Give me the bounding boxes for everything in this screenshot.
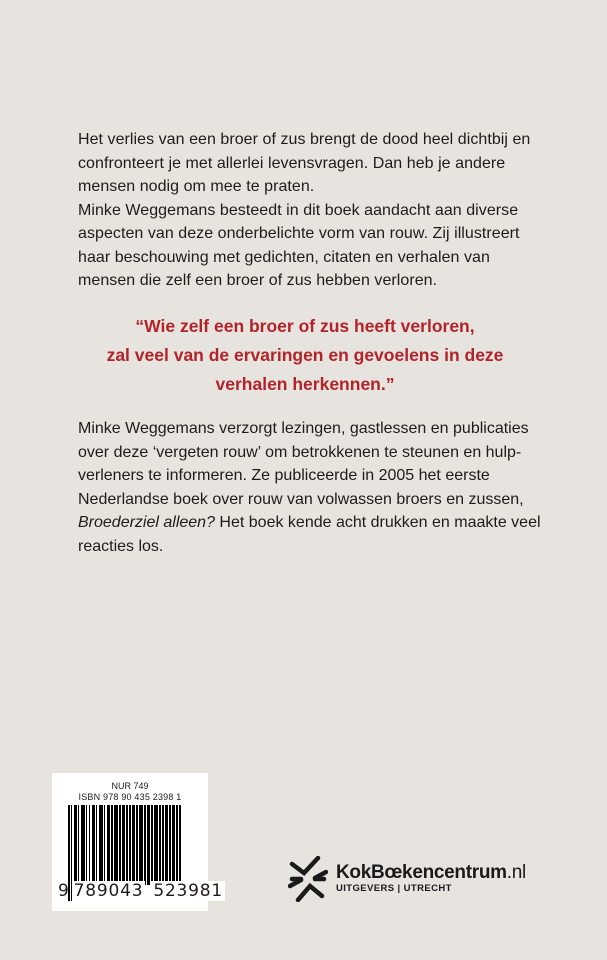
- blurb-paragraph-2: Minke Weggemans besteedt in dit boek aandacht aan diverse aspecten van deze onderbelichte vorm van rouw. Zij illustreert haar beschouwing met gedichten, citaten en verhalen van mensen die zelf een broer of zus hebben verloren.: [78, 201, 520, 289]
- author-bio: [78, 417, 548, 558]
- bio-text: Minke Weggemans verzorgt lezingen, gastlessen en publicaties over deze ‘vergeten rouw’ om betrokkenen te steunen en hulp-verleners te informeren. Ze publiceerde in 2005 het eerste Nederlandse boek over rouw van volwassen broers en zussen,: [78, 420, 529, 508]
- nur-code: NUR 749: [111, 781, 149, 791]
- barcode-left-digits: 789043: [73, 881, 144, 901]
- pull-quote: [95, 312, 515, 399]
- quote-line: verhalen herkennen.”: [215, 374, 395, 394]
- back-cover-blurb: [78, 128, 538, 293]
- isbn-number: ISBN 978 90 435 2398 1: [78, 792, 182, 802]
- publisher-subtitle: UITGEVERS | UTRECHT: [336, 883, 452, 894]
- book-title: Broederziel alleen?: [78, 514, 215, 531]
- quote-line: zal veel van de ervaringen en gevoelens in deze: [106, 345, 504, 365]
- kok-boekencentrum-logo-icon: [288, 856, 328, 902]
- barcode-digits: [58, 881, 224, 901]
- barcode-right-digits: 523981: [153, 881, 224, 901]
- bio-text-end: Het boek kende acht drukken en maakte veel reacties los.: [78, 514, 541, 555]
- blurb-paragraph-1: Het verlies van een broer of zus brengt de dood heel dichtbij en confronteert je met allerlei levensvragen. Dan heb je andere mensen nodig om mee te praten.: [78, 131, 531, 195]
- publisher-logo: [288, 856, 526, 902]
- barcode-lead-digit: 9: [58, 881, 70, 901]
- publisher-name: KokBœkencentrum.nl: [336, 862, 526, 883]
- isbn-barcode: [52, 773, 224, 911]
- quote-line: “Wie zelf een broer of zus heeft verloren,: [135, 316, 475, 336]
